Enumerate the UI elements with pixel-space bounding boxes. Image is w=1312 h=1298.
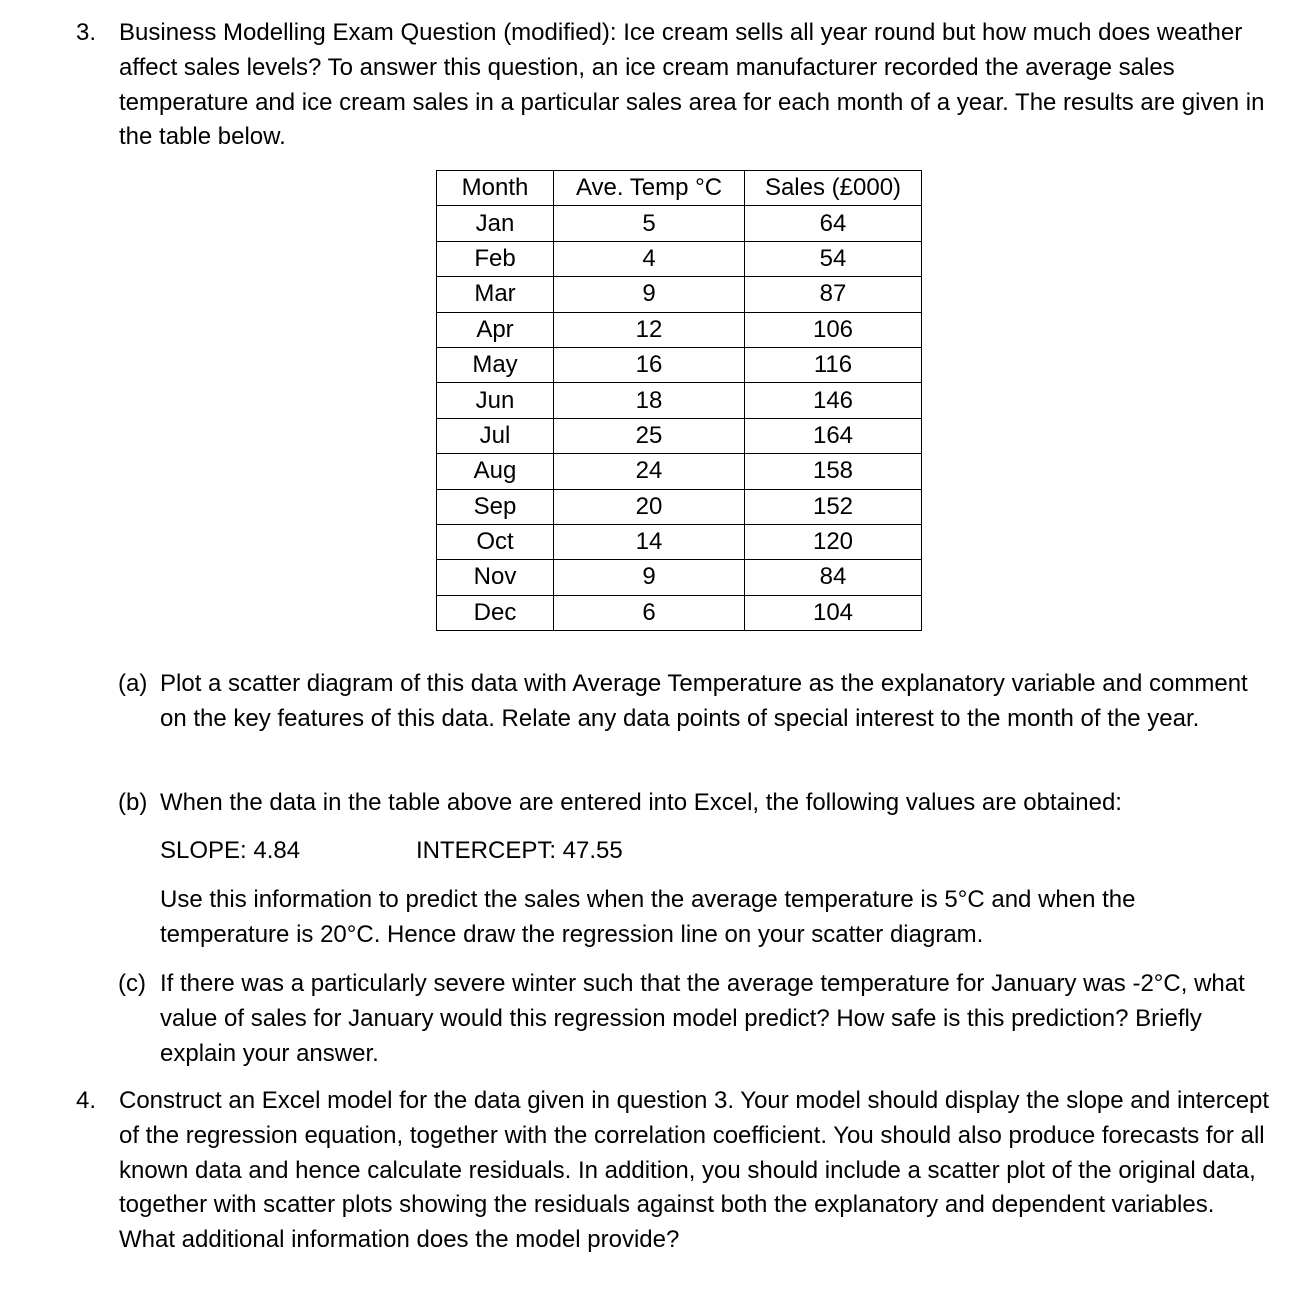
temp-cell: 9 xyxy=(554,277,745,312)
table-row xyxy=(437,560,922,595)
month-cell: Nov xyxy=(437,560,554,595)
month-cell: Sep xyxy=(437,489,554,524)
table-row xyxy=(437,524,922,559)
question-3-number: 3. xyxy=(76,19,97,46)
month-cell: Dec xyxy=(437,595,554,630)
sales-cell: 106 xyxy=(745,312,922,347)
temp-cell: 5 xyxy=(554,206,745,241)
slope-value: SLOPE: 4.84 xyxy=(160,837,301,864)
sales-cell: 116 xyxy=(745,347,922,382)
sales-cell: 87 xyxy=(745,277,922,312)
table-row xyxy=(437,206,922,241)
temp-cell: 6 xyxy=(554,595,745,630)
part-a-label: (a) xyxy=(118,670,148,697)
part-b-label: (b) xyxy=(118,789,148,816)
temp-cell: 18 xyxy=(554,383,745,418)
table-row xyxy=(437,277,922,312)
question-3-text: Business Modelling Exam Question (modified): Ice cream sells all year round but how much does weather affect sales levels? To answer this question, an ice cream manufacturer recorded the average sales temperature and ice cream sales in a particular sales area for each month of a year. The results are given in the table below. xyxy=(119,19,1265,151)
table-row xyxy=(437,241,922,276)
table-row xyxy=(437,454,922,489)
intercept-value: INTERCEPT: 47.55 xyxy=(416,837,623,864)
month-cell: Jan xyxy=(437,206,554,241)
sales-cell: 146 xyxy=(745,383,922,418)
temp-cell: 9 xyxy=(554,560,745,595)
sales-cell: 64 xyxy=(745,206,922,241)
header-month: Month xyxy=(437,171,554,206)
table-row xyxy=(437,418,922,453)
temp-cell: 16 xyxy=(554,347,745,382)
part-c-text: If there was a particularly severe winter such that the average temperature for January was -2°C, what value of sales for January would this regression model predict? How safe is this prediction? Briefly explain your answer. xyxy=(160,970,1245,1067)
part-b-followup: Use this information to predict the sales when the average temperature is 5°C and when the temperature is 20°C. Hence draw the regression line on your scatter diagram. xyxy=(160,886,1136,948)
question-4-text: Construct an Excel model for the data given in question 3. Your model should display the slope and intercept of the regression equation, together with the correlation coefficient. You should also produce forecasts for all known data and hence calculate residuals. In addition, you should include a scatter plot of the original data, together with scatter plots showing the residuals against both the explanatory and dependent variables. What additional information does the model provide? xyxy=(119,1087,1270,1254)
temp-cell: 20 xyxy=(554,489,745,524)
part-b-text: When the data in the table above are entered into Excel, the following values are obtained: xyxy=(160,789,1122,816)
month-cell: Jun xyxy=(437,383,554,418)
part-c-label: (c) xyxy=(118,970,146,997)
sales-cell: 84 xyxy=(745,560,922,595)
temp-cell: 24 xyxy=(554,454,745,489)
question-3 xyxy=(76,16,1276,155)
part-c xyxy=(118,967,1258,1071)
table-row xyxy=(437,383,922,418)
table-row xyxy=(437,595,922,630)
ice-cream-sales-table xyxy=(436,170,922,631)
header-sales: Sales (£000) xyxy=(745,171,922,206)
part-a-text: Plot a scatter diagram of this data with Average Temperature as the explanatory variable and comment on the key features of this data. Relate any data points of special interest to the month of the year. xyxy=(160,670,1248,732)
sales-cell: 164 xyxy=(745,418,922,453)
temp-cell: 14 xyxy=(554,524,745,559)
sales-cell: 54 xyxy=(745,241,922,276)
temp-cell: 4 xyxy=(554,241,745,276)
month-cell: Apr xyxy=(437,312,554,347)
question-4 xyxy=(76,1084,1276,1258)
table-row xyxy=(437,312,922,347)
table-header-row xyxy=(437,171,922,206)
month-cell: Mar xyxy=(437,277,554,312)
month-cell: Oct xyxy=(437,524,554,559)
month-cell: Aug xyxy=(437,454,554,489)
question-4-number: 4. xyxy=(76,1087,97,1114)
sales-cell: 158 xyxy=(745,454,922,489)
month-cell: May xyxy=(437,347,554,382)
sales-cell: 120 xyxy=(745,524,922,559)
part-a xyxy=(118,667,1258,737)
temp-cell: 25 xyxy=(554,418,745,453)
sales-cell: 104 xyxy=(745,595,922,630)
header-ave-temp: Ave. Temp °C xyxy=(554,171,745,206)
month-cell: Feb xyxy=(437,241,554,276)
month-cell: Jul xyxy=(437,418,554,453)
sales-cell: 152 xyxy=(745,489,922,524)
temp-cell: 12 xyxy=(554,312,745,347)
part-b xyxy=(118,786,1258,821)
table-row xyxy=(437,489,922,524)
table-row xyxy=(437,347,922,382)
